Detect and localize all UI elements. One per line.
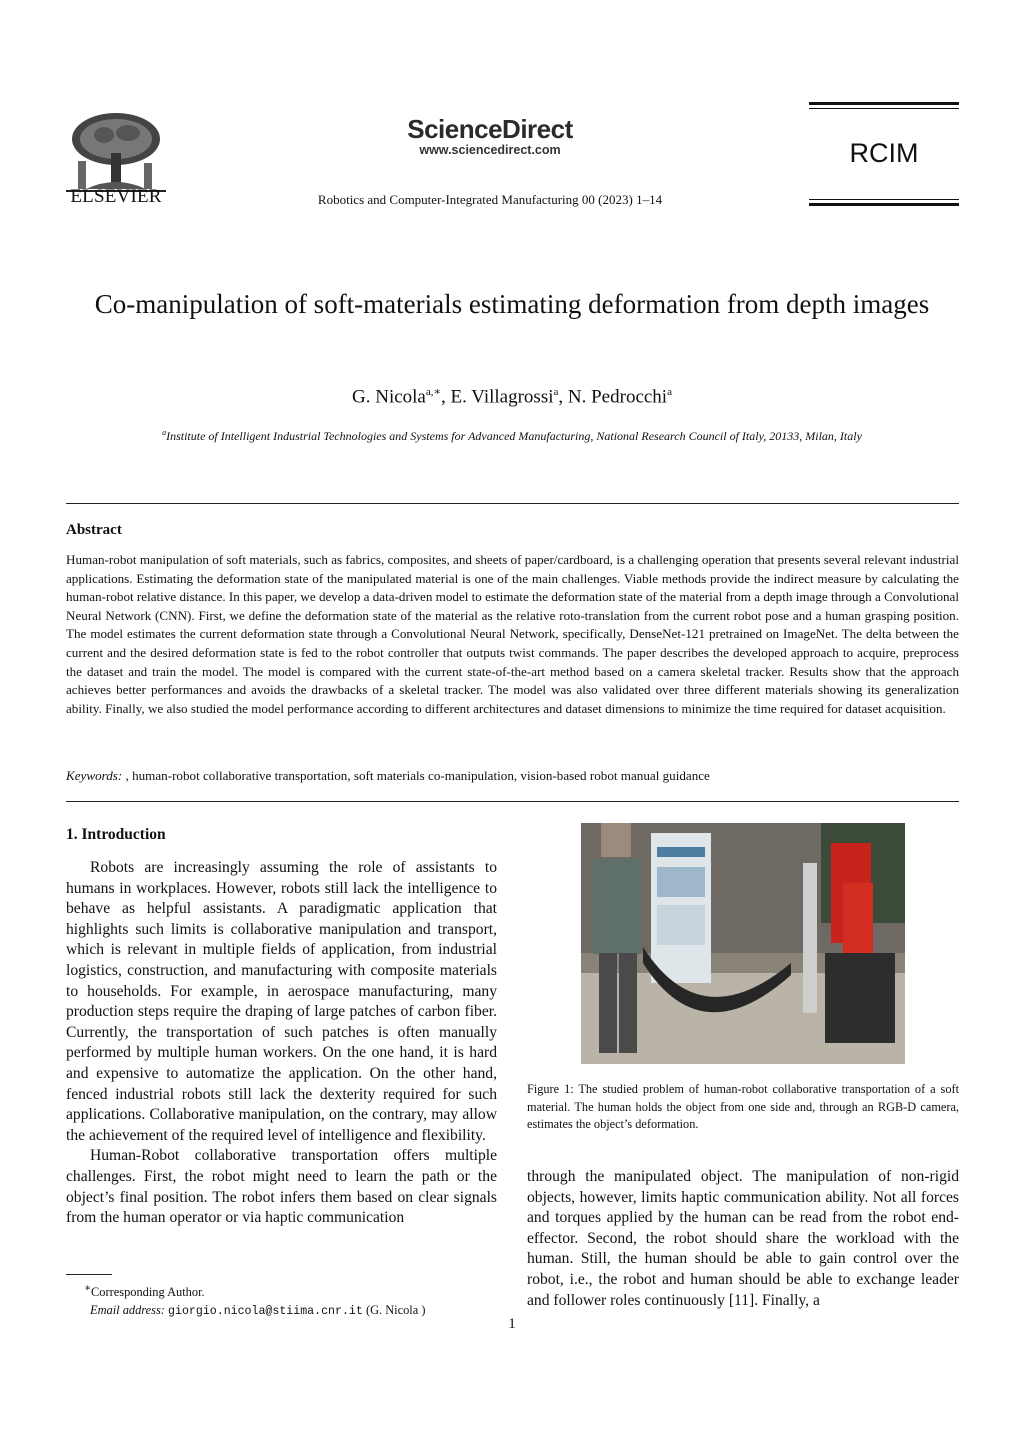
author-name: E. Villagrossi [450,386,554,408]
left-column [66,858,497,1229]
figure-1-photo [581,823,905,1064]
email-label: Email address: [90,1303,165,1318]
affiliation-text: Institute of Intelligent Industrial Technologies and Systems for Advanced Manufacturing, National Research Council of Italy, 20133, Milan, Italy [166,429,862,443]
footnote [66,1280,506,1321]
keywords-label: Keywords: [66,768,123,783]
abstract-text: Human-robot manipulation of soft materials, such as fabrics, composites, and sheets of paper/cardboard, is a challenging operation that presents several relevant industrial applications. Estimating the deformation state of the manipulated material is one of the main challenges. Viable methods provide the indirect measure by calculating the human-robot relative distance. In this paper, we develop a data-driven model to estimate the deformation state of the material from a depth image through a Convolutional Neural Network (CNN). First, we define the deformation state of the material as the relative roto-translation from the current robot pose and a human grasping position. The model estimates the current deformation state through a Convolutional Neural Network, specifically, DenseNet-121 pretrained on ImageNet. The delta between the current and the desired deformation state is fed to the robot controller that outputs twist commands. The paper describes the developed approach to acquire, preprocess the dataset and train the model. The model is compared with the current state-of-the-art method based on a camera skeletal tracker. Results show that the approach achieves better performances and avoids the drawbacks of a skeletal tracker. The model was also validated over three different materials showing its generalization ability. Finally, we also studied the model performance according to different architectures and dataset dimensions to minimize the time required for dataset acquisition. [66,552,959,716]
rcim-bottom-rule [809,203,959,206]
author-sup: a,∗ [425,386,441,398]
figure-1-caption: Figure 1: The studied problem of human-robot collaborative transportation of a soft material. The human holds the object from one side and, through an RGB-D camera, estimates the object’s deformation. [527,1082,959,1131]
author-sup: a [553,386,559,398]
paragraph: through the manipulated object. The manipulation of non-rigid objects, however, limits haptic communication ability. Not all forces and torques applied by the human can be read from the robot end-effector. Second, the robot should share the workload with the human. Still, the human should be able to gain control over the robot, i.e., the robot and human should be able to exchange leader and follower roles continuously [11]. Finally, a [527,1168,959,1309]
section-heading: 1. Introduction [66,826,166,843]
author-name: N. Pedrocchi [567,386,668,408]
sciencedirect-logo[interactable]: ScienceDirect [407,114,573,144]
author-sup: a [667,386,672,398]
author-name: G. Nicola [352,386,426,408]
footnote-mark: ∗ [84,1283,92,1294]
abstract-top-rule [66,503,959,504]
corresponding-author: Corresponding Author. [91,1285,205,1300]
paragraph: Human-Robot collaborative transportation offers multiple challenges. First, the robot might need to learn the path or the object’s final position. The robot infers them based on clear signals from the human operator or via haptic communication [66,1147,497,1227]
journal-abbrev: RCIM [849,138,919,168]
keywords [66,768,959,784]
paper-title: Co-manipulation of soft-materials estimating deformation from depth images [94,289,930,319]
email-link[interactable]: giorgio.nicola@stiima.cnr.it [168,1305,363,1319]
journal-citation: Robotics and Computer-Integrated Manufacturing 00 (2023) 1–14 [317,192,663,207]
abstract-bottom-rule [66,801,959,802]
affiliation [60,428,964,444]
keywords-text: , human-robot collaborative transportation, soft materials co-manipulation, vision-based robot manual guidance [125,768,710,783]
author-list: G. Nicola$^{a,∗}$, E. Villagrossi$^a$, N. Pedrocchi$^a$ [352,386,672,408]
publisher-name: ELSEVIER [70,186,162,207]
footnote-rule [66,1274,112,1275]
right-column [527,1167,959,1311]
email-suffix: (G. Nicola ) [362,1303,426,1318]
affiliation-mark: a [162,428,167,437]
paragraph: Robots are increasingly assuming the role of assistants to humans in workplaces. However, robots still lack the intelligence to behave as helpful assistants. A paradigmatic application that highlights such limits is collaborative manipulation and transport, which is relevant in multiple fields of application, from industrial logistics, construction, and manufacturing with composite materials to households. For example, in aerospace manufacturing, many production steps require the draping of large patches of carbon fiber. Currently, the transportation of such patches is often manually performed by multiple human workers. On the one hand, it is hard and expensive to automatize the application. On the other hand, fenced industrial robots still lack the dexterity required for such applications. Collaborative manipulation, on the contrary, may allow the achievement of the required level of intelligence and flexibility. [66,859,497,1144]
rcim-top-rule-thin [809,108,959,109]
sciencedirect-url[interactable]: www.sciencedirect.com [419,143,561,157]
rcim-bottom-rule-thin [809,199,959,200]
abstract-heading: Abstract [66,522,122,538]
rcim-top-rule [809,102,959,105]
page-number: 1 [508,1316,516,1332]
